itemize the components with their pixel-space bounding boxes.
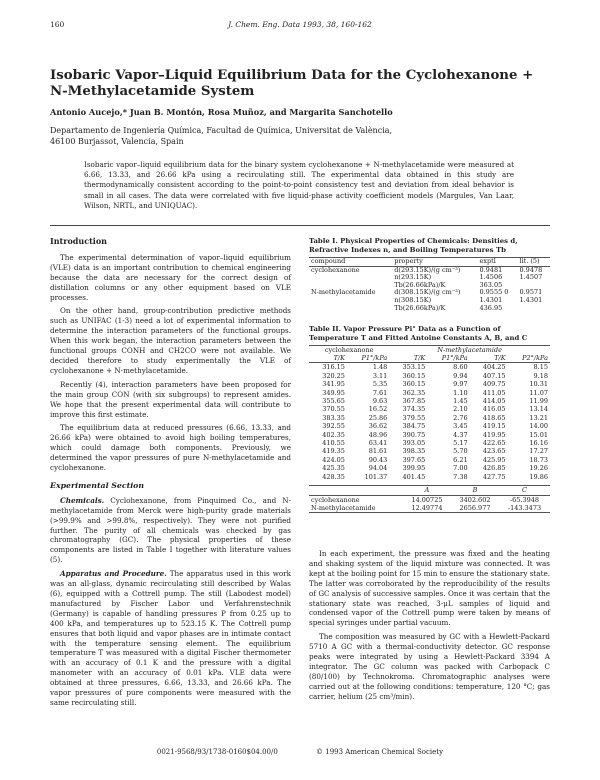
antoine-cell: 3402.602 [459, 495, 491, 504]
table-2-cell: 374.35 [402, 405, 426, 414]
chemicals-lead: Chemicals. [60, 495, 105, 505]
table-2-body [309, 363, 550, 481]
table-2-cell: 18.73 [529, 455, 548, 464]
table-2 [309, 325, 550, 513]
antoine-header: A [424, 486, 430, 495]
intro-heading: Introduction [50, 236, 107, 246]
table-2-cell: 16.16 [529, 439, 548, 448]
table-2-cell: 19.86 [529, 472, 548, 481]
table-2-cell: 9.97 [453, 380, 468, 389]
table-2-cell: 398.35 [402, 447, 426, 456]
table-2-cell: 36.62 [368, 422, 388, 431]
table-1-cell: 0.9478 [519, 265, 543, 274]
antoine-cell: 12.49774 [411, 503, 443, 512]
table-1-cell: Tb(26.66kPa)/K [394, 280, 446, 289]
table-2-cell: 14.00 [529, 422, 548, 431]
intro-paragraph: The equilibrium data at reduced pressures (6.66, 13.33, and 26.66 kPa) were obtained to avoid high boiling temperatures, which could damage both components. Previously, we determined the vapor pressures of pure N-methylacetamide and cyclohexanone. [50, 423, 291, 473]
table-1-cell: n(308.15K) [394, 295, 432, 304]
table-2-cell: 8.15 [533, 363, 548, 372]
table-2-cell: 4.37 [453, 430, 468, 439]
experimental-heading: Experimental Section [50, 480, 145, 490]
table-2-cell: 9.18 [533, 371, 548, 380]
intro-paragraph: The experimental determination of vapor–liquid equilibrium (VLE) data is an important contribution to chemical engineering because the data are necessary for the correct design of distillation columns or any other equipment based on VLE processes. [50, 252, 291, 302]
table-1-grid [309, 257, 550, 312]
table-2-cell: 5.35 [372, 380, 388, 389]
table-2-caption: Table II. Vapor Pressure Pi° Data as a Function of Temperature T and Fitted Antoine Constants A, B, and C [309, 325, 528, 342]
table-2-header: T/K [333, 354, 345, 363]
table-2-cell: 16.52 [368, 405, 388, 414]
table-1-cell [309, 274, 392, 282]
table-1-cell: n(293.15K) [394, 273, 432, 282]
table-2-row [309, 405, 550, 413]
table-2-cell: 407.15 [482, 371, 506, 380]
table-2-row [309, 363, 550, 372]
footer-code: 0021-9568/93/1738-0160$04.00/0 [156, 748, 278, 756]
table-2-cell: 355.65 [322, 397, 345, 406]
antoine-cell: cyclohexanone [311, 495, 360, 504]
table-2-cell: 392.55 [322, 422, 345, 431]
table-2-cell: 404.25 [482, 363, 506, 372]
table-1-cell: 1.4506 [479, 273, 503, 282]
author-list: Antonio Aucejo,* Juan B. Montón, Rosa Muñoz, and Margarita Sanchotello [50, 107, 393, 117]
intro-paragraph: On the other hand, group-contribution predictive methods such as UNIFAC (1-3) need a lot of experimental information to determine the interaction parameters of the functional groups. When this work began, the interaction parameters between the functional groups CONH and CH2CO were not available. We decided therefore to study experimentally the VLE of cyclohexanone + N-methylacetamide. [50, 306, 291, 375]
table-2-row [309, 414, 550, 422]
table-2-cell: 81.61 [368, 447, 388, 456]
table-2-row [309, 431, 550, 439]
table-1-cell: 1.4301 [479, 295, 503, 304]
table-1-header: property [394, 257, 423, 265]
table-2-cell: 11.99 [529, 397, 548, 406]
apparatus-lead: Apparatus and Procedure. [60, 569, 167, 579]
table-1-cell [517, 305, 550, 313]
abstract: Isobaric vapor–liquid equilibrium data for the binary system cyclohexanone + N-methylacetamide were measured at 6.66, 13.33, and 26.66 kPa using a recirculating still. The experimental data obtained in this study are thermodynamically consistent according to the point-to-point consistency test and deviation from ideal behavior is small in all cases. The data were correlated with five liquid-phase activity coefficient models (Margules, Van Laar, Wilson, NRTL, and UNIQUAC). [84, 160, 514, 210]
table-1-header-row [309, 258, 550, 267]
article-title: Isobaric Vapor–Liquid Equilibrium Data for the Cyclohexanone + N-Methylacetamide System [50, 68, 534, 99]
table-2-cell: 11.07 [529, 388, 548, 397]
table-2-group-row [309, 346, 550, 355]
table-2-header: T/K [413, 354, 426, 363]
table-2-cell: 316.15 [322, 363, 345, 372]
table-2-cell: 3.45 [453, 422, 468, 431]
table-1-cell: 1.4507 [519, 273, 543, 282]
table-2-cell: 9.63 [372, 397, 388, 406]
journal-citation: J. Chem. Eng. Data 1993, 38, 160-162 [228, 20, 372, 29]
apparatus-text: The apparatus used in this work was an all-glass, dynamic recirculating still described by Walas (6), equipped with a Cottrell pump. The still (Labodest model) manufactured by Fischer Labor und Verfahrenstechnik (Germany) is capable of handling pressures P from 0.25 up to 400 kPa, and temperatures up to 523.15 K. The Cottrell pump ensures that both liquid and vapor phases are in intimate contact with the temperature sensing element. The equilibrium temperature T was measured with a digital Fischer thermometer with an accuracy of 0.1 K and the pressure with a digital manometer with an accuracy of 0.01 kPa. VLE data were obtained at three pressures, 6.66, 13.33, and 26.66 kPa. The vapor pressures of pure components were measured with the same recirculating still. [50, 569, 291, 707]
table-2-cell: 8.60 [453, 363, 468, 372]
table-2-cell: 390.75 [402, 430, 426, 439]
table-1-cell: 0.9571 [519, 288, 543, 297]
antoine-cell: -143.3473 [507, 503, 542, 512]
section-divider [50, 225, 550, 226]
table-2-cell: 419.15 [482, 422, 506, 431]
table-1-cell: d(293.15K)/(g cm⁻³) [394, 265, 461, 274]
table-2-row [309, 464, 550, 472]
table-2-cell: 416.05 [482, 405, 506, 414]
table-2-cell: 410.55 [322, 439, 345, 448]
table-1-cell: 436.95 [479, 303, 503, 312]
table-2-cell: 425.95 [482, 455, 506, 464]
table-2-cell: 2.76 [453, 413, 468, 422]
table-2-cell: 402.35 [322, 430, 345, 439]
table-2-cell: 383.35 [322, 413, 345, 422]
table-2-cell: 5.70 [453, 447, 468, 456]
table-2-cell: 399.95 [402, 464, 426, 473]
table-2-cell: 94.04 [368, 464, 388, 473]
affiliation [50, 125, 550, 147]
table-2-cell: 341.95 [322, 380, 345, 389]
table-2-cell: 7.00 [453, 464, 468, 473]
table-2-cell: 379.55 [402, 413, 426, 422]
table-2-cell: 7.61 [372, 388, 388, 397]
table-2-cell: 3.11 [372, 371, 388, 380]
table-2-cell: 426.85 [482, 464, 506, 473]
table-1-cell: d(308.15K)/(g cm⁻³) [394, 288, 461, 297]
table-2-cell: 425.35 [322, 464, 345, 473]
page-number: 160 [50, 20, 65, 29]
table-2-cell: 360.15 [402, 380, 426, 389]
table-1-cell [309, 297, 392, 305]
table-2-cell: 409.75 [482, 380, 506, 389]
table-2-cell: 423.65 [482, 447, 506, 456]
table-2-cell: 414.05 [482, 397, 506, 406]
antoine-row [309, 504, 550, 513]
table-2-header: P1°/kPa [361, 354, 388, 363]
table-2-row [309, 380, 550, 388]
table-2-cell: 353.15 [402, 363, 426, 372]
affiliation-line: 46100 Burjassot, Valencia, Spain [50, 137, 184, 146]
table-1-cell: N-methylacetamide [311, 288, 376, 297]
table-2-cell: 360.15 [402, 371, 426, 380]
table-2-row [309, 389, 550, 397]
table-2-cell: 427.75 [482, 472, 506, 481]
table-2-cell: 13.14 [529, 405, 548, 414]
table-2-cell: 48.96 [368, 430, 388, 439]
table-2-cell: 362.35 [402, 388, 426, 397]
page-footer [50, 748, 550, 756]
table-1-caption: Table I. Physical Properties of Chemicals: Densities d, Refractive Indexes n, and Boiling Temperatures Tb [309, 237, 518, 254]
table-2-cell: 19.26 [529, 464, 548, 473]
table-2-header: T/K [494, 354, 506, 363]
table-1 [309, 237, 550, 312]
antoine-header: B [472, 486, 478, 495]
table-2-cell: 393.05 [402, 439, 426, 448]
table-2-cell: 90.43 [368, 455, 388, 464]
procedure-paragraph: In each experiment, the pressure was fixed and the heating and shaking system of the liquid mixture was connected. It was kept at the boiling point for 15 min to ensure the stationary state. The latter was corroborated by the reproducibility of the results of GC analysis of successive samples. Once it was certain that the stationary state was reached, 3-μL samples of liquid and condensed vapor of the Cottrell pump were taken by means of special syringes under partial vacuum. [309, 549, 550, 628]
table-2-row [309, 456, 550, 464]
table-2-cell: 5.17 [453, 439, 468, 448]
antoine-cell: N-methylacetamide [311, 503, 376, 512]
table-1-cell: 0.9555 0 [479, 288, 509, 297]
table-2-cell: 349.95 [322, 388, 345, 397]
table-2-cell: 424.05 [322, 455, 345, 464]
table-2-row [309, 422, 550, 430]
antoine-header [309, 486, 403, 495]
antoine-body [309, 495, 550, 513]
table-2-header: P1°/kPa [441, 354, 468, 363]
table-2-cell: 15.01 [529, 430, 548, 439]
table-1-cell: 1.4301 [519, 295, 543, 304]
antoine-cell: 14.00725 [411, 495, 443, 504]
table-2-row [309, 447, 550, 455]
table-2-cell: 9.94 [453, 371, 468, 380]
table-2-cell: 411.05 [482, 388, 506, 397]
chemicals-text: Cyclohexanone, from Pinquimed Co., and N-methylacetamide from Merck were high-purity grade materials (>99.9% and >99.8%, respectively). They were not purified further. The purity of all chemicals was checked by gas chromatography (GC). The physical properties of these components are listed in Table I together with literature values (5). [50, 495, 291, 565]
table-2-header: P2°/kPa [522, 354, 548, 363]
table-1-body [309, 266, 550, 312]
antoine-header-row [309, 486, 550, 495]
table-2-cell: 384.75 [402, 422, 426, 431]
table-2-group-label: cyclohexanone [324, 346, 374, 354]
table-2-cell: 397.65 [402, 455, 426, 464]
table-2-cell: 63.41 [368, 439, 388, 448]
table-2-cell: 418.65 [482, 413, 506, 422]
table-1-cell: 0.9481 [479, 265, 503, 274]
table-1-header: compound [311, 257, 346, 265]
table-2-cell: 10.31 [529, 380, 548, 389]
table-2-group-label: N-methylacetamide [437, 346, 502, 354]
antoine-cell: -65.3948 [509, 495, 540, 504]
antoine-header: C [521, 486, 527, 495]
table-1-header: lit. (5) [519, 257, 540, 265]
intro-paragraph: Recently (4), interaction parameters have been proposed for the main group CON (with six subgroups) to represent amides. We hope that the present experimental data will contribute to improve this first estimate. [50, 379, 291, 419]
table-2-cell: 6.21 [453, 455, 468, 464]
left-column [50, 237, 291, 712]
table-2-cell: 13.21 [529, 413, 548, 422]
table-1-header: exptl [479, 257, 496, 265]
antoine-row [309, 495, 550, 504]
affiliation-line: Departamento de Ingeniería Química, Facultad de Química, Universitat de València, [50, 126, 393, 135]
table-2-row [309, 473, 550, 481]
table-2-cell: 419.35 [322, 447, 345, 456]
table-2-cell: 2.10 [453, 405, 468, 414]
table-2-cell: 17.27 [529, 447, 548, 456]
antoine-table [309, 485, 550, 513]
table-2-cell: 1.10 [453, 388, 468, 397]
footer-copyright: © 1993 American Chemical Society [316, 748, 444, 756]
right-column [309, 549, 550, 706]
table-1-row [309, 305, 550, 313]
table-2-cell: 428.35 [322, 472, 345, 481]
table-2-cell: 370.55 [322, 405, 345, 414]
apparatus-paragraph [50, 569, 291, 708]
table-2-cell: 401.45 [402, 472, 426, 481]
table-2-cell: 25.86 [368, 413, 388, 422]
table-2-cell: 320.25 [322, 371, 345, 380]
table-2-row [309, 397, 550, 405]
table-2-row [309, 439, 550, 447]
table-2-header-row [309, 354, 550, 363]
table-2-cell: 1.48 [372, 363, 388, 372]
table-2-row [309, 372, 550, 380]
table-2-grid [309, 345, 550, 481]
chemicals-paragraph [50, 496, 291, 565]
table-1-cell [309, 305, 392, 313]
table-2-cell: 367.85 [402, 397, 426, 406]
table-1-cell: cyclohexanone [311, 265, 360, 274]
table-1-cell: 363.05 [479, 280, 503, 289]
table-2-cell: 422.65 [482, 439, 506, 448]
antoine-cell: 2656.977 [459, 503, 491, 512]
table-2-cell: 419.95 [482, 430, 506, 439]
table-2-cell: 101.37 [364, 472, 388, 481]
table-2-cell: 1.45 [453, 397, 468, 406]
procedure-paragraph: The composition was measured by GC with a Hewlett-Packard 5710 A GC with a thermal-conductivity detector. GC response peaks were integrated by using a Hewlett-Packard 3394 A integrator. The GC column was packed with Carbopack C (80/100) by Technokroma. Chromatographic analyses were carried out at the following conditions: temperature, 120 °C; gas carrier, helium (25 cm³/min). [309, 632, 550, 701]
table-2-cell: 7.38 [453, 472, 468, 481]
table-1-cell: Tb(26.66kPa)/K [394, 303, 446, 312]
